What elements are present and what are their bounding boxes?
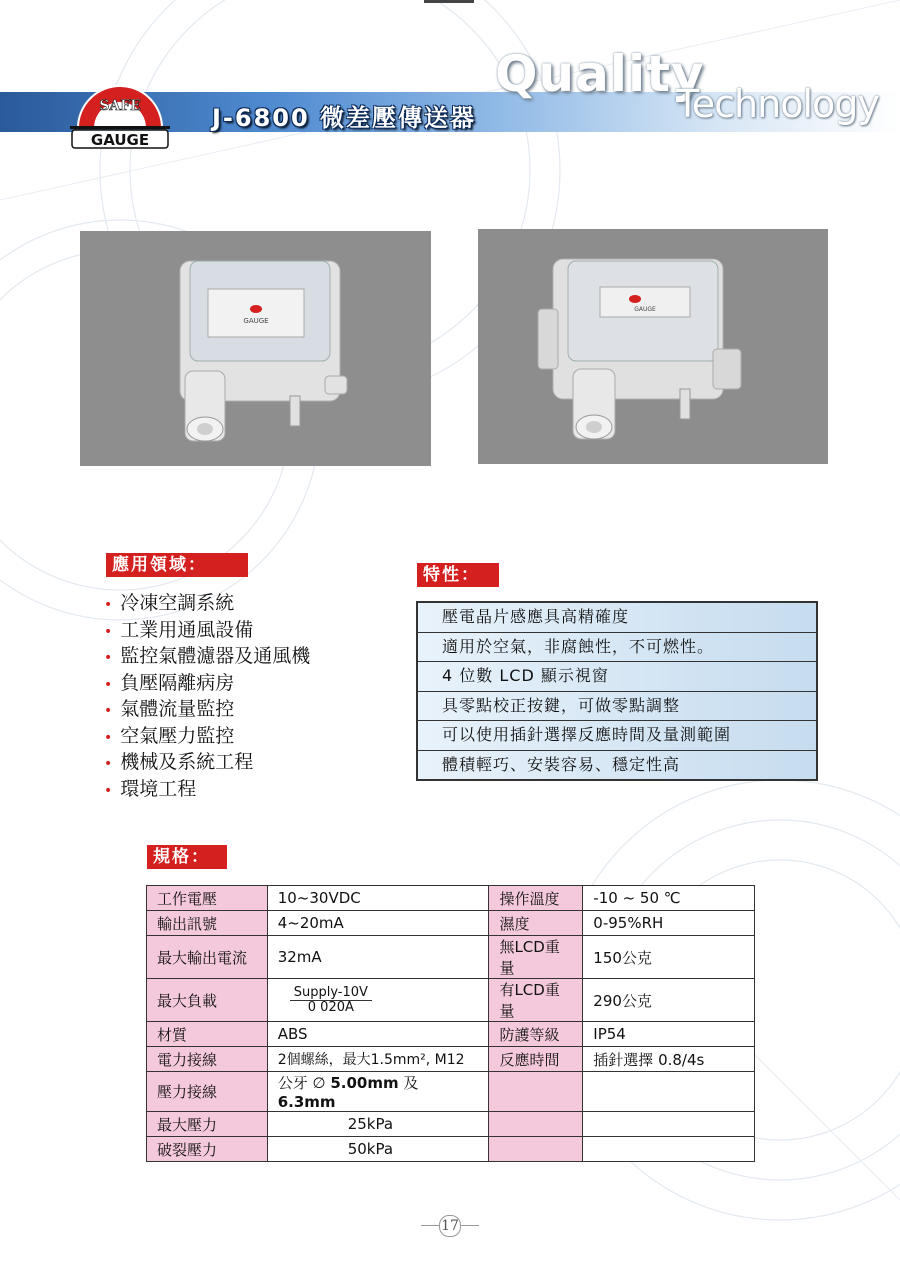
features-label: 特性： [417, 563, 499, 587]
spec-value-mid: 及 [398, 1074, 419, 1092]
spec-value: 150公克 [583, 936, 755, 979]
feature-row: 適用於空氣，非腐蝕性，不可燃性。 [418, 633, 816, 663]
product-photo-front [80, 231, 431, 466]
application-text: 監控氣體濾器及通風機 [120, 645, 311, 667]
table-row [147, 886, 755, 911]
spec-key: 最大輸出電流 [147, 936, 268, 979]
list-item: • 空氣壓力監控 [104, 724, 235, 747]
spec-value: 32mA [267, 936, 489, 979]
spec-value: ABS [267, 1022, 489, 1047]
spec-value: IP54 [583, 1022, 755, 1047]
application-text: 氣體流量監控 [120, 698, 235, 720]
product-title: J-6800 微差壓傳送器 [212, 104, 477, 132]
spec-key: 有LCD重量 [489, 979, 583, 1022]
photo2-logo-text: GAUGE [634, 306, 656, 313]
applications-list [104, 590, 310, 802]
logo-bottom-text: GAUGE [90, 131, 150, 149]
load-formula [290, 986, 372, 1015]
spec-value: 50kPa [267, 1137, 489, 1162]
table-row [147, 1137, 755, 1162]
spec-key: 防護等級 [489, 1022, 583, 1047]
application-text: 負壓隔離病房 [120, 671, 235, 694]
spec-key [489, 1137, 583, 1162]
page-number [0, 1215, 900, 1237]
spec-value: 2個螺絲，最大1.5mm², M12 [267, 1047, 489, 1072]
table-row [147, 936, 755, 979]
table-row [147, 1047, 755, 1072]
list-item: • 氣體流量監控 [104, 698, 235, 720]
spec-key: 操作溫度 [489, 886, 583, 911]
list-item: • 機械及系統工程 [104, 751, 254, 773]
application-text: 空氣壓力監控 [120, 724, 235, 747]
spec-key: 反應時間 [489, 1047, 583, 1072]
photo1-logo-text: GAUGE [243, 317, 269, 325]
feature-row: 可以使用插針選擇反應時間及量測範圍 [418, 721, 816, 751]
spec-key: 電力接線 [147, 1047, 268, 1072]
spec-key: 最大負載 [147, 979, 268, 1022]
table-row [147, 1022, 755, 1047]
table-row [147, 911, 755, 936]
application-text: 工業用通風設備 [120, 618, 254, 641]
spec-key: 最大壓力 [147, 1112, 268, 1137]
tagline-quality: Quality [495, 45, 705, 103]
spec-key: 濕度 [489, 911, 583, 936]
spec-key: 無LCD重量 [489, 936, 583, 979]
application-text: 冷凍空調系統 [120, 592, 235, 614]
spec-key: 破裂壓力 [147, 1137, 268, 1162]
spec-value: -10 ~ 50 ℃ [583, 886, 755, 911]
logo-top-text: SAFE [99, 98, 141, 114]
table-row [147, 979, 755, 1022]
safe-gauge-logo [60, 70, 180, 150]
formula-numerator: Supply-10V [290, 986, 372, 1001]
spec-value-prefix: 公牙 ∅ [277, 1074, 331, 1092]
spec-key: 壓力接線 [147, 1072, 268, 1112]
spec-value-size-b: 6.3mm [277, 1093, 336, 1111]
feature-row: 4 位數 LCD 顯示視窗 [418, 662, 816, 692]
feature-row: 壓電晶片感應具高精確度 [418, 603, 816, 633]
feature-row: 具零點校正按鍵，可做零點調整 [418, 692, 816, 722]
spec-value [583, 1112, 755, 1137]
features-box [416, 601, 818, 781]
spec-value: 10~30VDC [267, 886, 489, 911]
spec-value [267, 979, 489, 1022]
spec-key: 工作電壓 [147, 886, 268, 911]
spec-value: 4~20mA [267, 911, 489, 936]
page-number-text: 17 [439, 1215, 461, 1237]
spec-key [489, 1072, 583, 1112]
top-tab [424, 0, 474, 3]
tagline-technology: Technology [676, 82, 879, 126]
spec-value: 0-95%RH [583, 911, 755, 936]
product-photo-angle [478, 229, 828, 464]
table-row [147, 1072, 755, 1112]
spec-key: 輸出訊號 [147, 911, 268, 936]
spec-value [583, 1072, 755, 1112]
specs-label: 規格： [147, 845, 227, 869]
formula-denominator: 0 020A [307, 999, 354, 1015]
spec-value: 插針選擇 0.8/4s [583, 1047, 755, 1072]
feature-row: 體積輕巧、安裝容易、穩定性高 [418, 751, 816, 780]
spec-value [583, 1137, 755, 1162]
spec-value: 25kPa [267, 1112, 489, 1137]
application-text: 機械及系統工程 [120, 751, 254, 773]
list-item: • 工業用通風設備 [104, 618, 254, 641]
spec-key: 材質 [147, 1022, 268, 1047]
spec-value-size-a: 5.00mm [330, 1074, 399, 1092]
applications-label: 應用領域： [106, 553, 248, 577]
list-item: • 負壓隔離病房 [104, 671, 235, 694]
spec-key [489, 1112, 583, 1137]
list-item: • 冷凍空調系統 [104, 592, 235, 614]
spec-value [267, 1072, 489, 1112]
table-row [147, 1112, 755, 1137]
list-item: • 環境工程 [104, 777, 197, 800]
list-item: • 監控氣體濾器及通風機 [104, 645, 311, 667]
spec-table [146, 885, 755, 1162]
spec-value: 290公克 [583, 979, 755, 1022]
application-text: 環境工程 [120, 777, 197, 800]
